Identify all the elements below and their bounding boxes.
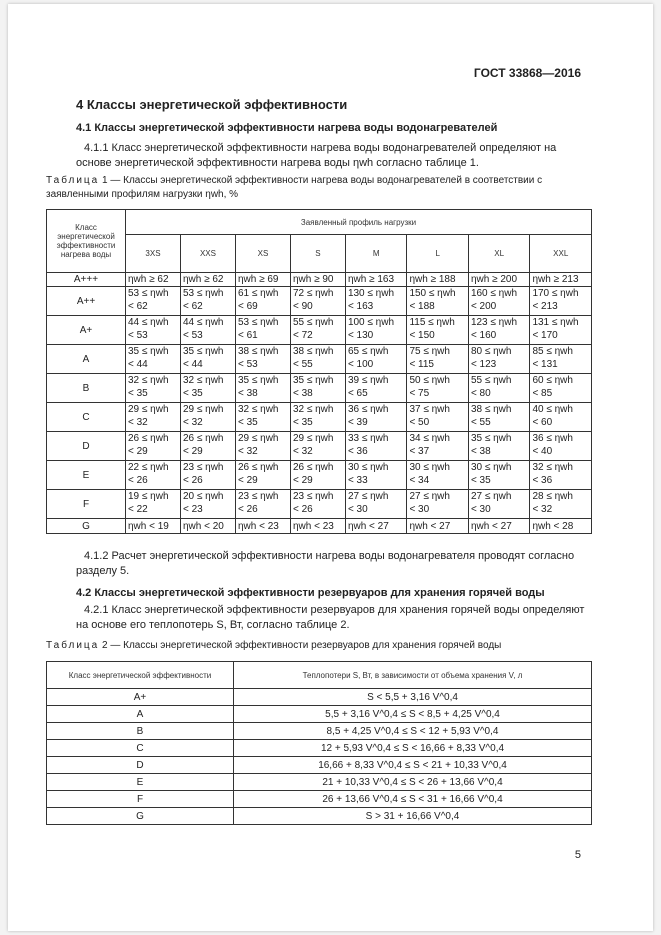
table1-value-cell: 150 ≤ ηwh < 188 (407, 287, 469, 316)
table1-value-cell: 50 ≤ ηwh < 75 (407, 374, 469, 403)
table1-value-cell: 30 ≤ ηwh < 33 (345, 461, 407, 490)
table-row (47, 432, 592, 461)
page-number: 5 (574, 849, 581, 861)
table1-value-cell: 29 ≤ ηwh < 32 (126, 403, 181, 432)
table1-body (47, 273, 592, 534)
table2-class-cell: A (47, 706, 234, 723)
table1-value-cell: 27 ≤ ηwh < 30 (407, 490, 469, 519)
table1-value-cell: ηwh < 27 (407, 519, 469, 534)
section-title: 4 Классы энергетической эффективности (76, 97, 348, 112)
table1-value-cell: 20 ≤ ηwh < 23 (180, 490, 235, 519)
table1-value-cell: ηwh < 19 (126, 519, 181, 534)
table-row (47, 689, 592, 706)
table1-value-cell: 72 ≤ ηwh < 90 (290, 287, 345, 316)
table1-value-cell: ηwh < 23 (235, 519, 290, 534)
table1-value-cell: 75 ≤ ηwh < 115 (407, 345, 469, 374)
table1-value-cell: 131 ≤ ηwh < 170 (530, 316, 592, 345)
table1-value-cell: 123 ≤ ηwh < 160 (468, 316, 530, 345)
table-row (47, 287, 592, 316)
table1-value-cell: 53 ≤ ηwh < 62 (180, 287, 235, 316)
table1-value-cell: 53 ≤ ηwh < 61 (235, 316, 290, 345)
table-row (47, 723, 592, 740)
table1-value-cell: 100 ≤ ηwh < 130 (345, 316, 407, 345)
table-row (47, 316, 592, 345)
table2-caption-text: 2 — Классы энергетической эффективности резервуаров для хранения горячей воды (102, 640, 502, 651)
table1-value-cell: 23 ≤ ηwh < 26 (235, 490, 290, 519)
table1-value-cell: 32 ≤ ηwh < 35 (180, 374, 235, 403)
table1-caption-text: 1 — Классы энергетической эффективности нагрева воды водонагревателей в соответствии с заявленными профилям нагрузки ηwh, % (46, 175, 543, 200)
table1-value-cell: 61 ≤ ηwh < 69 (235, 287, 290, 316)
table1-value-cell: 35 ≤ ηwh < 44 (180, 345, 235, 374)
table1-value-cell: ηwh < 28 (530, 519, 592, 534)
table2-value-cell: 16,66 + 8,33 V^0,4 ≤ S < 21 + 10,33 V^0,4 (234, 757, 592, 774)
table1-value-cell: ηwh ≥ 62 (126, 273, 181, 287)
table1-profile-m: M (345, 235, 407, 273)
table1-value-cell: ηwh < 23 (290, 519, 345, 534)
table1-value-cell: 160 ≤ ηwh < 200 (468, 287, 530, 316)
table1-profile-xxl: XXL (530, 235, 592, 273)
table1-value-cell: 33 ≤ ηwh < 36 (345, 432, 407, 461)
table1-profile-xl: XL (468, 235, 530, 273)
table1-class-cell: E (47, 461, 126, 490)
table1-value-cell: ηwh ≥ 62 (180, 273, 235, 287)
table2-value-cell: 8,5 + 4,25 V^0,4 ≤ S < 12 + 5,93 V^0,4 (234, 723, 592, 740)
table1-value-cell: 53 ≤ ηwh < 62 (126, 287, 181, 316)
table1-value-cell: ηwh ≥ 200 (468, 273, 530, 287)
table1-value-cell: 32 ≤ ηwh < 35 (126, 374, 181, 403)
table2-class-cell: F (47, 791, 234, 808)
table1-value-cell: 30 ≤ ηwh < 35 (468, 461, 530, 490)
table1-value-cell: ηwh ≥ 163 (345, 273, 407, 287)
table-2 (46, 661, 592, 825)
table2-caption (46, 639, 592, 653)
table2-class-cell: E (47, 774, 234, 791)
table1-value-cell: 44 ≤ ηwh < 53 (126, 316, 181, 345)
table2-body (47, 689, 592, 825)
table1-profile-3xs: 3XS (126, 235, 181, 273)
table1-value-cell: 65 ≤ ηwh < 100 (345, 345, 407, 374)
table1-class-cell: D (47, 432, 126, 461)
table-row (47, 757, 592, 774)
table1-class-cell: A+++ (47, 273, 126, 287)
table-row (47, 273, 592, 287)
document-code: ГОСТ 33868—2016 (473, 66, 581, 80)
table1-profile-xs: XS (235, 235, 290, 273)
table1-value-cell: ηwh ≥ 213 (530, 273, 592, 287)
table1-value-cell: 36 ≤ ηwh < 39 (345, 403, 407, 432)
paragraph-4-1-2: 4.1.2 Расчет энергетической эффективности нагрева воды водонагревателя проводят согласно разделу 5. (76, 550, 575, 577)
table1-value-cell: ηwh ≥ 90 (290, 273, 345, 287)
table1-value-cell: 22 ≤ ηwh < 26 (126, 461, 181, 490)
table-row (47, 791, 592, 808)
table1-caption (46, 174, 592, 202)
table1-value-cell: ηwh < 20 (180, 519, 235, 534)
table1-value-cell: 38 ≤ ηwh < 53 (235, 345, 290, 374)
table1-profile-header: Заявленный профиль нагрузки (126, 210, 592, 235)
table1-class-cell: B (47, 374, 126, 403)
table1-class-header: Класс энергетической эффективности нагрева воды (47, 210, 126, 273)
document-page (8, 4, 653, 931)
table1-value-cell: 27 ≤ ηwh < 30 (345, 490, 407, 519)
table1-value-cell: 130 ≤ ηwh < 163 (345, 287, 407, 316)
subsection-4-1-title: 4.1 Классы энергетической эффективности нагрева воды водонагревателей (76, 122, 498, 134)
table-row (47, 740, 592, 757)
table2-class-cell: B (47, 723, 234, 740)
table-row (47, 706, 592, 723)
table1-profile-l: L (407, 235, 469, 273)
table1-value-cell: 29 ≤ ηwh < 32 (290, 432, 345, 461)
table1-class-cell: F (47, 490, 126, 519)
table2-value-cell: 26 + 13,66 V^0,4 ≤ S < 31 + 16,66 V^0,4 (234, 791, 592, 808)
table2-class-header: Класс энергетической эффективности (47, 662, 234, 689)
table1-value-cell: 35 ≤ ηwh < 44 (126, 345, 181, 374)
table1-value-cell: 40 ≤ ηwh < 60 (530, 403, 592, 432)
table1-value-cell: 29 ≤ ηwh < 32 (235, 432, 290, 461)
table2-value-cell: S < 5,5 + 3,16 V^0,4 (234, 689, 592, 706)
table1-value-cell: 32 ≤ ηwh < 35 (290, 403, 345, 432)
table1-value-cell: ηwh < 27 (468, 519, 530, 534)
table1-value-cell: ηwh ≥ 69 (235, 273, 290, 287)
table-1 (46, 209, 592, 534)
table1-profile-s: S (290, 235, 345, 273)
table-row (47, 774, 592, 791)
table1-value-cell: 55 ≤ ηwh < 80 (468, 374, 530, 403)
table2-class-cell: D (47, 757, 234, 774)
table2-class-cell: G (47, 808, 234, 825)
paragraph-4-1-1: 4.1.1 Класс энергетической эффективности нагрева воды водонагревателей определяют на основе энергетической эффективности нагрева воды ηwh согласно таблице 1. (76, 142, 557, 169)
table1-class-cell: A (47, 345, 126, 374)
table1-value-cell: 115 ≤ ηwh < 150 (407, 316, 469, 345)
table1-value-cell: 60 ≤ ηwh < 85 (530, 374, 592, 403)
table1-value-cell: 32 ≤ ηwh < 35 (235, 403, 290, 432)
table1-value-cell: 44 ≤ ηwh < 53 (180, 316, 235, 345)
table2-caption-label: Таблица (46, 640, 100, 651)
table-row (47, 461, 592, 490)
table1-value-cell: 80 ≤ ηwh < 123 (468, 345, 530, 374)
table1-value-cell: 38 ≤ ηwh < 55 (290, 345, 345, 374)
table2-value-cell: S > 31 + 16,66 V^0,4 (234, 808, 592, 825)
table1-value-cell: 36 ≤ ηwh < 40 (530, 432, 592, 461)
table1-value-cell: 35 ≤ ηwh < 38 (468, 432, 530, 461)
table2-value-cell: 21 + 10,33 V^0,4 ≤ S < 26 + 13,66 V^0,4 (234, 774, 592, 791)
table1-value-cell: 38 ≤ ηwh < 55 (468, 403, 530, 432)
table1-class-cell: A++ (47, 287, 126, 316)
table1-value-cell: 28 ≤ ηwh < 32 (530, 490, 592, 519)
table1-value-cell: 26 ≤ ηwh < 29 (290, 461, 345, 490)
table-row (47, 374, 592, 403)
table1-value-cell: 26 ≤ ηwh < 29 (126, 432, 181, 461)
paragraph-4-2-1: 4.2.1 Класс энергетической эффективности резервуаров для хранения горячей воды определяют на основе его теплопотерь S, Вт, согласно таблице 2. (76, 604, 585, 631)
table1-class-cell: C (47, 403, 126, 432)
table1-class-cell: A+ (47, 316, 126, 345)
table1-profile-row (47, 235, 592, 273)
table1-value-cell: 35 ≤ ηwh < 38 (235, 374, 290, 403)
table2-value-cell: 12 + 5,93 V^0,4 ≤ S < 16,66 + 8,33 V^0,4 (234, 740, 592, 757)
subsection-4-2-title: 4.2 Классы энергетической эффективности резервуаров для хранения горячей воды (76, 587, 545, 599)
table2-class-cell: C (47, 740, 234, 757)
table1-value-cell: 27 ≤ ηwh < 30 (468, 490, 530, 519)
table1-value-cell: 170 ≤ ηwh < 213 (530, 287, 592, 316)
table1-value-cell: 26 ≤ ηwh < 29 (180, 432, 235, 461)
table1-class-cell: G (47, 519, 126, 534)
table1-value-cell: 35 ≤ ηwh < 38 (290, 374, 345, 403)
table2-class-cell: A+ (47, 689, 234, 706)
table1-profile-xxs: XXS (180, 235, 235, 273)
table-row (47, 403, 592, 432)
table1-value-cell: 19 ≤ ηwh < 22 (126, 490, 181, 519)
table1-value-cell: 37 ≤ ηwh < 50 (407, 403, 469, 432)
table1-value-cell: 29 ≤ ηwh < 32 (180, 403, 235, 432)
table1-caption-label: Таблица (46, 175, 100, 186)
table1-value-cell: 39 ≤ ηwh < 65 (345, 374, 407, 403)
table-row (47, 490, 592, 519)
table-row (47, 519, 592, 534)
table2-value-cell: 5,5 + 3,16 V^0,4 ≤ S < 8,5 + 4,25 V^0,4 (234, 706, 592, 723)
table1-value-cell: 30 ≤ ηwh < 34 (407, 461, 469, 490)
table-row (47, 345, 592, 374)
table1-value-cell: 32 ≤ ηwh < 36 (530, 461, 592, 490)
table2-heat-loss-header: Теплопотери S, Вт, в зависимости от объема хранения V, л (234, 662, 592, 689)
table1-value-cell: 26 ≤ ηwh < 29 (235, 461, 290, 490)
table1-value-cell: ηwh ≥ 188 (407, 273, 469, 287)
table1-value-cell: 34 ≤ ηwh < 37 (407, 432, 469, 461)
table1-value-cell: 85 ≤ ηwh < 131 (530, 345, 592, 374)
table1-value-cell: 23 ≤ ηwh < 26 (290, 490, 345, 519)
table1-value-cell: 55 ≤ ηwh < 72 (290, 316, 345, 345)
table1-value-cell: 23 ≤ ηwh < 26 (180, 461, 235, 490)
table-row (47, 808, 592, 825)
table1-value-cell: ηwh < 27 (345, 519, 407, 534)
